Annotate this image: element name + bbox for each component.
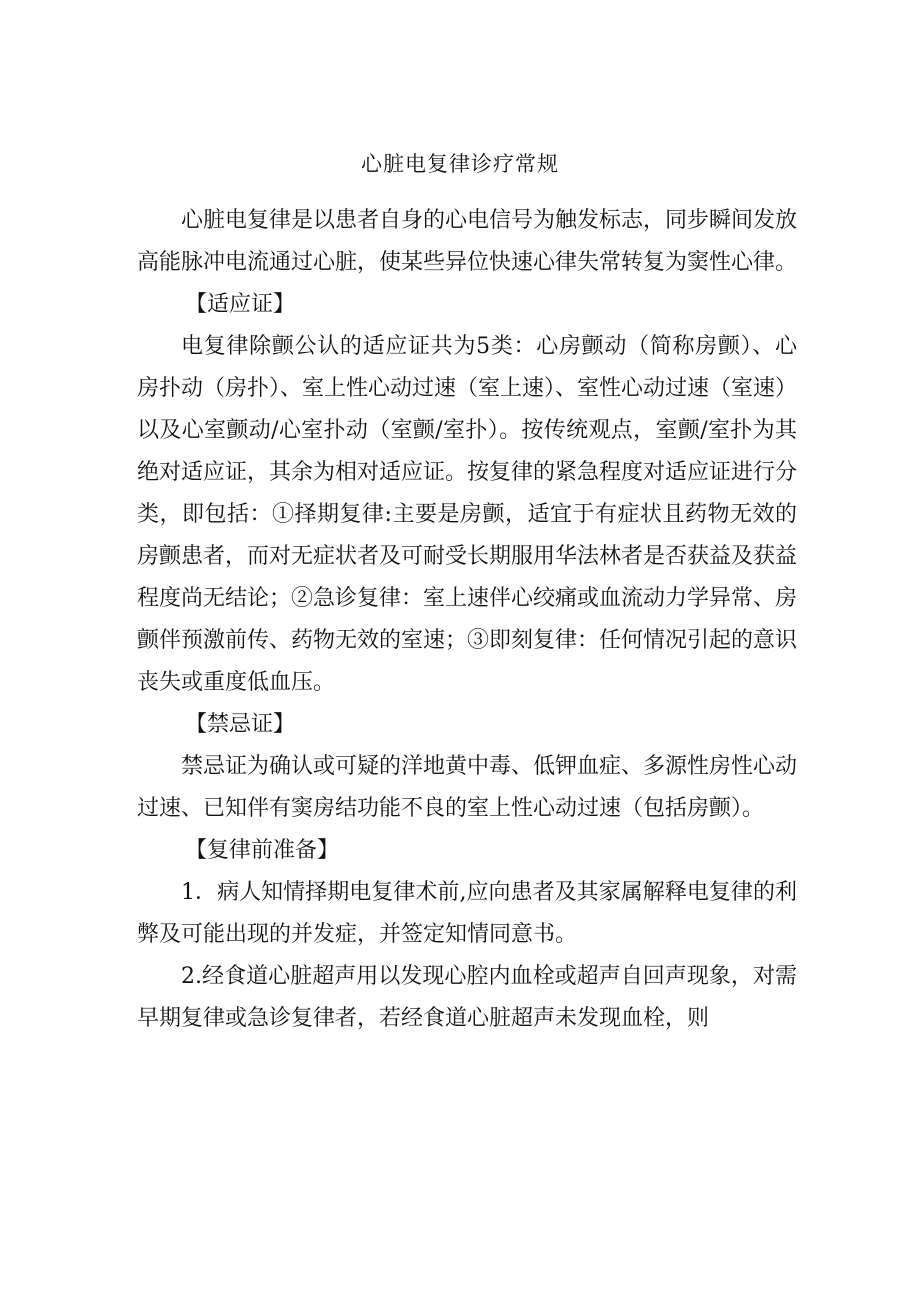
section-heading-indications: 【适应证】 (185, 292, 296, 317)
section-heading-contraindications: 【禁忌证】 (185, 712, 296, 737)
preparation-paragraph-1: 1．病人知情择期电复律术前,应向患者及其家属解释电复律的利弊及可能出现的并发症，并签定知情同意书。 (137, 880, 797, 947)
document-title: 心脏电复律诊疗常规 (361, 152, 559, 176)
indications-paragraph: 电复律除颤公认的适应证共为5类：心房颤动（简称房颤）、心房扑动（房扑）、室上性心动过速（室上速）、室性心动过速（室速）以及心室颤动/心室扑动（室颤/室扑）。按传统观点，室颤/室扑为其绝对适应证，其余为相对适应证。按复律的紧急程度对适应证进行分类，即包括：①择期复律:主要是房颤，适宜于有症状且药物无效的房颤患者，而对无症状者及可耐受长期服用华法林者是否获益及获益程度尚无结论；②急诊复律：室上速伴心绞痛或血流动力学异常、房颤伴预激前传、药物无效的室速；③即刻复律：任何情况引起的意识丧失或重度低血压。 (137, 334, 798, 695)
document-body (137, 200, 797, 1040)
preparation-paragraph-2: 2.经食道心脏超声用以发现心腔内血栓或超声自回声现象，对需早期复律或急诊复律者，若经食道心脏超声未发现血栓，则 (137, 964, 797, 1031)
section-heading-preparation: 【复律前准备】 (185, 838, 340, 863)
contraindications-paragraph: 禁忌证为确认或可疑的洋地黄中毒、低钾血症、多源性房性心动过速、已知伴有窦房结功能不良的室上性心动过速（包括房颤）。 (137, 754, 798, 821)
intro-paragraph: 心脏电复律是以患者自身的心电信号为触发标志，同步瞬间发放高能脉冲电流通过心脏，使某些异位快速心律失常转复为窦性心律。 (137, 208, 798, 275)
